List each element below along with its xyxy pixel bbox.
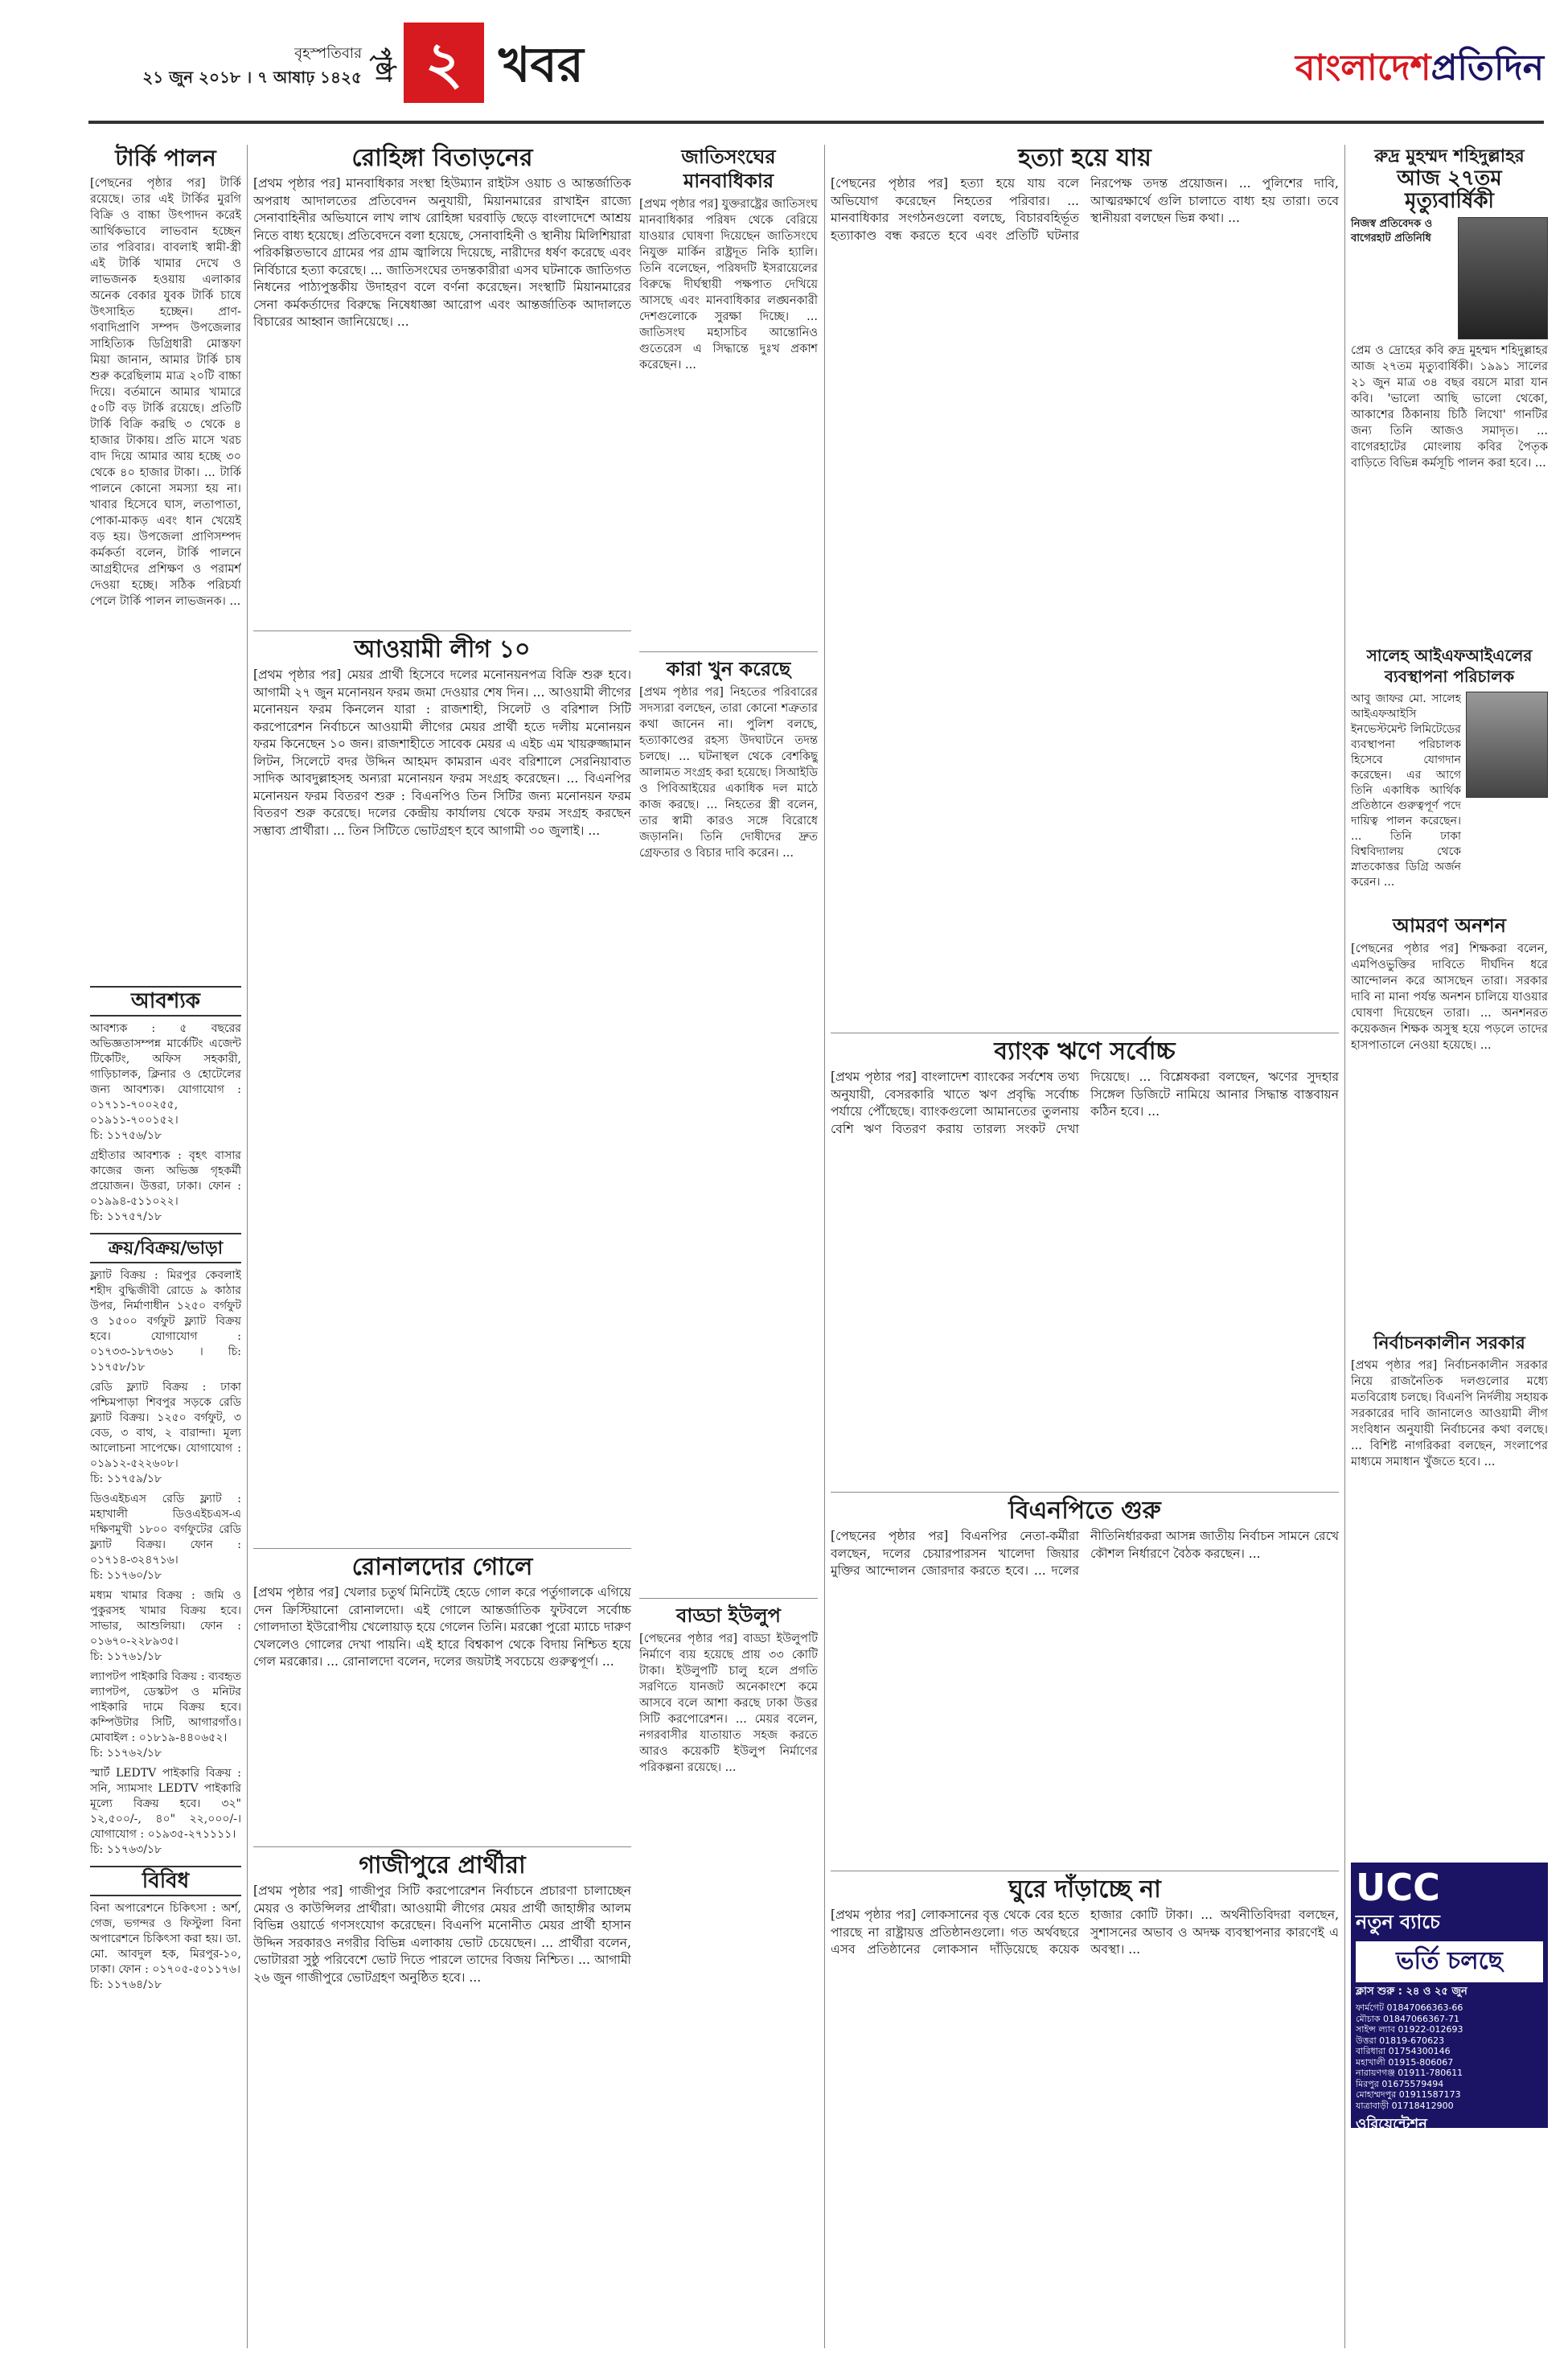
article-divider: [253, 630, 631, 631]
classified-item: স্মার্ট LEDTV পাইকারি বিক্রয় : সনি, স্যামসাং LEDTV পাইকারি মূল্যে বিক্রয় হবে। ৩২" ১২,৫০০/-, ৪০" ২২,০০০/-। যোগাযোগ : ০১৯৩৫-২৭১১১১। চি: ১১৭৬৩/১৮: [90, 1767, 241, 1856]
column-rule: [247, 145, 248, 2348]
classified-item: আবশ্যক : ৫ বছরের অভিজ্ঞতাসম্পন্ন মার্কেটিং এজেন্ট টিকেটিং, অফিস সহকারী, গাড়িচালক, ক্লিনার ও হোটেলের জন্য আবশ্যক। যোগাযোগ : ০১৭১১-৭০০২৫৫, ০১৯১১-৭০০১৫২। চি: ১১৭৫৬/১৮: [90, 1022, 241, 1142]
classified-item: মধ্যম খামার বিক্রয় : জমি ও পুকুরসহ খামার বিক্রয় হবে। সাভার, আশুলিয়া। ফোন : ০১৬৭০-২২৮৯৩৫। চি: ১১৭৬১/১৮: [90, 1589, 241, 1663]
article-divider: [639, 1598, 818, 1599]
byline: নিজস্ব প্রতিবেদক ও বাগেরহাট প্রতিনিধি: [1351, 218, 1433, 244]
classified-item: ফ্ল্যাট বিক্রয় : মিরপুর কেবলাই শহীদ বুদ্ধিজীবী রোডে ৯ কাঠার উপর, নির্মাণাধীন ১২৫০ বর্গফুট ও ১৫০০ বর্গফুট ফ্ল্যাট বিক্রয় হবে। যোগাযোগ : ০১৭৩৩-১৮৭৩৬১ । চি: ১১৭৫৮/১৮: [90, 1269, 241, 1374]
article-title: [1351, 145, 1548, 212]
article-body: [প্রথম পৃষ্ঠার পর] নির্বাচনকালীন সরকার নিয়ে রাজনৈতিক দলগুলোর মধ্যে মতবিরোধ চলছে। বিএনপি নির্দলীয় সহায়ক সরকারের দাবি জানালেও আওয়ামী লীগ সংবিধান অনুযায়ী নির্বাচনের কথা বলছে। ... বিশিষ্ট নাগরিকরা বলছেন, সংলাপের মাধ্যমে সমাধান খুঁজতে হবে। ...: [1351, 1359, 1548, 1468]
ad-line: ক্লাস শুরু : ২৪ ও ২৫ জুন: [1356, 1986, 1467, 1998]
article-body: প্রেম ও দ্রোহের কবি রুদ্র মুহম্মদ শহিদুল্লাহর আজ ২৭তম মৃত্যুবার্ষিকী। ১৯৯১ সালের ২১ জুন মাত্র ৩৪ বছর বয়সে মারা যান কবি। 'ভালো আছি ভালো থেকো, আকাশের ঠিকানায় চিঠি লিখো' গানটির জন্য তিনি আজও সমাদৃত। ... বাগেরহাটের মোংলায় কবির পৈতৃক বাড়িতে বিভিন্ন কর্মসূচি পালন করা হবে। ...: [1351, 344, 1548, 470]
article-body: [প্রথম পৃষ্ঠার পর] খেলার চতুর্থ মিনিটেই হেডে গোল করে পর্তুগালকে এগিয়ে দেন ক্রিস্টিয়ানো রোনালদো। এই গোলে আন্তর্জাতিক ফুটবলে সর্বোচ্চ গোলদাতা ইউরোপীয় খেলোয়াড় হয়ে গেলেন তিনি। মরক্কো পুরো ম্যাচে দারুণ খেললেও গোলের দেখা পায়নি। এই হারে বিশ্বকাপ থেকে বিদায় নিশ্চিত হয়ে গেল মরক্কোর। ... রোনালদো বলেন, দলের জয়টাই সবচেয়ে গুরুত্বপূর্ণ। ...: [253, 1585, 631, 1669]
article-body: [পেছনের পৃষ্ঠার পর] শিক্ষকরা বলেন, এমপিওভুক্তির দাবিতে দীর্ঘদিন ধরে আন্দোলন করে আসছেন তারা। সরকার দাবি না মানা পর্যন্ত অনশন চালিয়ে যাওয়ার ঘোষণা দিয়েছেন তারা। ... অনশনরত কয়েকজন শিক্ষক অসুস্থ হয়ে পড়লে তাদের হাসপাতালে নেওয়া হয়েছে। ...: [1351, 943, 1548, 1052]
article-title: ঘুরে দাঁড়াচ্ছে না: [1008, 1875, 1161, 1904]
article-body: [পেছনের পৃষ্ঠার পর] বাড্ডা ইউলুপটি নির্মাণে ব্যয় হয়েছে প্রায় ৩৩ কোটি টাকা। ইউলুপটি চালু হলে প্রগতি সরণিতে যানজট অনেকাংশে কমে আসবে বলে আশা করছে ঢাকা উত্তর সিটি করপোরেশন। ... মেয়র বলেন, নগরবাসীর যাতায়াত সহজ করতে আরও কয়েকটি ইউলুপ নির্মাণের পরিকল্পনা রয়েছে। ...: [639, 1633, 818, 1774]
article-body: [প্রথম পৃষ্ঠার পর] লোকসানের বৃত্ত থেকে বের হতে পারছে না রাষ্ট্রায়ত্ত প্রতিষ্ঠানগুলো। গত অর্থবছরে এসব প্রতিষ্ঠানের লোকসান দাঁড়িয়েছে কয়েক হাজার কোটি টাকা। ... অর্থনীতিবিদরা বলছেন, সুশাসনের অভাব ও অদক্ষ ব্যবস্থাপনার কারণেই এ অবস্থা। ...: [831, 1908, 1339, 1957]
column-three: [639, 145, 818, 2348]
classified-item: ডিওএইচএস রেডি ফ্ল্যাট : মহাখালী ডিওএইচএস-এ দক্ষিণমুখী ১৮০০ বর্গফুটের রেডি ফ্ল্যাট বিক্রয়। ফোন : ০১৭১৪-৩২৪৭১৬। চি: ১১৭৬০/১৮: [90, 1493, 241, 1582]
article-title: কারা খুন করেছে: [666, 657, 791, 680]
ucc-advertisement[interactable]: [1351, 1863, 1548, 2150]
article-title: বাড্ডা ইউলুপ: [676, 1604, 781, 1627]
ad-footer: ২৯ জুন শুক্রবার দুপুর ২:৩০টা: [1356, 2138, 1472, 2150]
article-body: [প্রথম পৃষ্ঠার পর] গাজীপুর সিটি করপোরেশন নির্বাচনে প্রচারণা চালাচ্ছেন মেয়র ও কাউন্সিলর প্রার্থীরা। আওয়ামী লীগের মেয়র প্রার্থী জাহাঙ্গীর আলম বিভিন্ন ওয়ার্ডে গণসংযোগ করেছেন। বিএনপি মনোনীত মেয়র প্রার্থী হাসান উদ্দিন সরকারও নগরীর বিভিন্ন এলাকায় ভোট চেয়েছেন। ... প্রার্থীরা বলেন, ভোটাররা সুষ্ঠু পরিবেশে ভোট দিতে পারলে তাদের বিজয় নিশ্চিত। ... আগামী ২৬ জুন গাজীপুরে ভোটগ্রহণ অনুষ্ঠিত হবে। ...: [253, 1883, 631, 1985]
article-body: [পেছনের পৃষ্ঠার পর] বিএনপির নেতা-কর্মীরা বলছেন, দলের চেয়ারপারসন খালেদা জিয়ার মুক্তির আন্দোলন জোরদার করতে হবে। ... দলের নীতিনির্ধারকরা আসন্ন জাতীয় নির্বাচন সামনে রেখে কৌশল নির্ধারণে বৈঠক করছেন। ...: [831, 1529, 1339, 1578]
article-divider: [253, 1846, 631, 1847]
article-title-line: রুদ্র মুহম্মদ শহিদুল্লাহর: [1374, 146, 1525, 166]
classified-heading: ক্রয়/বিক্রয়/ভাড়া: [90, 1233, 241, 1263]
classified-item: ল্যাপটপ পাইকারি বিক্রয় : ব্যবহৃত ল্যাপটপ, ডেস্কটপ ও মনিটর পাইকারি দামে বিক্রয় হবে। কম্পিউটার সিটি, আগারগাঁও। মোবাইল : ০১৮১৯-৪৪০৬৫২। চি: ১১৭৬২/১৮: [90, 1670, 241, 1760]
ad-branches: ফার্মগেট 01847066363-66 মৌচাক 01847066367-71 সাইন্স ল্যাব 01922-012693 উত্তরা 01819-670623 বারিধারা 01754300146 মহাখালী 01915-806067 নারায়ণগঞ্জ 01911-780611 মিরপুর 01675579494 মোহাম্মদপুর 01911587173 যাত্রাবাড়ী 01718412900: [1356, 2002, 1463, 2111]
article-body: [পেছনের পৃষ্ঠার পর] হত্যা হয়ে যায় বলে অভিযোগ করেছেন নিহতের পরিবার। ... মানবাধিকার সংগঠনগুলো বলছে, বিচারবহির্ভূত হত্যাকাণ্ড বন্ধ করতে হবে এবং প্রতিটি ঘটনার নিরপেক্ষ তদন্ত প্রয়োজন। ... পুলিশের দাবি, আত্মরক্ষার্থে গুলি চালাতে বাধ্য হয় তারা। তবে স্থানীয়রা বলছেন ভিন্ন কথা। ...: [831, 176, 1339, 243]
article-title-line: আজ ২৭তম মৃত্যুবার্ষিকী: [1397, 166, 1502, 213]
article-divider: [253, 1548, 631, 1549]
ad-brand: UCC: [1356, 1866, 1440, 1909]
section-title: খবর: [499, 37, 584, 93]
classified-item: রেডি ফ্ল্যাট বিক্রয় : ঢাকা পশ্চিমপাড়া শিবপুর সড়কে রেডি ফ্ল্যাট বিক্রয়। ১২৫০ বর্গফুট, ৩ বেড, ৩ বাথ, ২ বারান্দা। মূল্য আলোচনা সাপেক্ষে। যোগাযোগ : ০১৯১২-৫২২৬০৮। চি: ১১৭৫৯/১৮: [90, 1381, 241, 1485]
article-title: রোনালদোর গোলে: [351, 1553, 533, 1581]
executive-photo: [1466, 692, 1548, 798]
column-four: [831, 145, 1339, 2348]
article-divider: [639, 651, 818, 652]
classified-heading: বিবিধ: [90, 1866, 241, 1896]
article-body: [প্রথম পৃষ্ঠার পর] বাংলাদেশ ব্যাংকের সর্বশেষ তথ্য অনুযায়ী, বেসরকারি খাতে ঋণ প্রবৃদ্ধি সর্বোচ্চ পর্যায়ে পৌঁছেছে। ব্যাংকগুলো আমানতের তুলনায় বেশি ঋণ বিতরণ করায় তারল্য সংকট দেখা দিয়েছে। ... বিশ্লেষকরা বলছেন, ঋণের সুদহার সিঙ্গেল ডিজিটে নামিয়ে আনার সিদ্ধান্ত বাস্তবায়ন কঠিন হবে। ...: [831, 1070, 1339, 1136]
article-body: [পেছনের পৃষ্ঠার পর] টার্কি রয়েছে। তার এই টার্কির মুরগি বিক্রি ও বাচ্চা উৎপাদন করেই আর্থিকভাবে লাভবান হচ্ছেন তার পরিবার। বাবলাই স্বামী-স্ত্রী এই টার্কি খামার দেখে ও লাভজনক হওয়ায় এলাকার অনেক বেকার যুবক টার্কি চাষে উৎসাহিত হচ্ছেন। প্রাণ-গবাদিপ্রাণি সম্পদ উপজেলার সাহিত্যিক ডিগ্রিধারী মোস্তফা মিয়া জানান, আমার টার্কি চাষ শুরু করেছিলাম মাত্র ২০টি বাচ্চা দিয়ে। বর্তমানে আমার খামারে ৫০টি বড় টার্কি রয়েছে। প্রতিটি টার্কি বিক্রি করছি ৩ থেকে ৪ হাজার টাকায়। প্রতি মাসে খরচ বাদ দিয়ে আমার আয় হচ্ছে ৩০ থেকে ৪০ হাজার টাকা। ... টার্কি পালনে কোনো সমস্যা হয় না। খাবার হিসেবে ঘাস, লতাপাতা, পোকা-মাকড় এবং ধান খেয়েই বড় হয়। উপজেলা প্রাণিসম্পদ কর্মকর্তা বলেন, টার্কি পালনে আগ্রহীদের প্রশিক্ষণ ও পরামর্শ দেওয়া হচ্ছে। সঠিক পরিচর্যা পেলে টার্কি পালন লাভজনক। ...: [90, 177, 241, 608]
page-number-box: [404, 23, 484, 103]
column-right: [1351, 145, 1548, 2348]
masthead-date: ২১ জুন ২০১৮ । ৭ আষাঢ় ১৪২৫: [142, 68, 362, 87]
classified-item: গ্রহীতার আবশ্যক : বৃহৎ বাসার কাজের জন্য অভিজ্ঞ গৃহকর্মী প্রয়োজন। উত্তরা, ঢাকা। ফোন : ০১৯৯৪-৫১১০২২। চি: ১১৭৫৭/১৮: [90, 1149, 241, 1223]
ad-footer: ওরিয়েন্টেশন: [1356, 2116, 1427, 2133]
article-title: আমরণ অনশন: [1392, 914, 1507, 937]
column-rule: [1344, 145, 1345, 2348]
masthead: [0, 0, 1568, 137]
masthead-rule: [88, 121, 1544, 124]
article-body: [প্রথম পৃষ্ঠার পর] যুক্তরাষ্ট্রের জাতিসংঘ মানবাধিকার পরিষদ থেকে বেরিয়ে যাওয়ার ঘোষণা দিয়েছেন জাতিসংঘে নিযুক্ত মার্কিন রাষ্ট্রদূত নিকি হ্যালি। তিনি বলেছেন, পরিষদটি ইসরায়েলের বিরুদ্ধে দীর্ঘস্থায়ী পক্ষপাত দেখিয়ে আসছে এবং মানবাধিকার লঙ্ঘনকারী দেশগুলোকে সুরক্ষা দিচ্ছে। ... জাতিসংঘ মহাসচিব আন্তোনিও গুতেরেস এ সিদ্ধান্তে দুঃখ প্রকাশ করেছেন। ...: [639, 198, 818, 372]
masthead-day: বৃহস্পতিবার: [294, 45, 362, 62]
article-body: [প্রথম পৃষ্ঠার পর] মেয়র প্রার্থী হিসেবে দলের মনোনয়নপত্র বিক্রি শুরু হবে। আগামী ২৭ জুন মনোনয়ন ফরম জমা দেওয়ার শেষ দিন। ... আওয়ামী লীগের মনোনয়ন ফরম কিনলেন যারা : রাজশাহী, সিলেট ও বরিশাল সিটি করপোরেশন নির্বাচনে আওয়ামী লীগের মেয়র প্রার্থী হতে দলীয় মনোনয়ন ফরম কিনেছেন ১০ জন। রাজশাহীতে সাবেক মেয়র এ এইচ এম খায়রুজ্জামান লিটন, সিলেটে বদর উদ্দিন আহমদ কামরান এবং বরিশালে সেরনিয়াবাত সাদিক আবদুল্লাহসহ অন্যরা মনোনয়ন ফরম সংগ্রহ করেছেন। ... বিএনপির মনোনয়ন ফরম বিতরণ শুরু : বিএনপিও তিন সিটির জন্য মনোনয়ন ফরম বিতরণ শুরু করেছে। দলের কেন্দ্রীয় কার্যালয় থেকে ফরম সংগ্রহ করছেন সম্ভাব্য প্রার্থীরা। ... তিন সিটিতে ভোটগ্রহণ হবে আগামী ৩০ জুলাই। ...: [253, 667, 631, 838]
logo-part2: প্রতিদিন: [1430, 47, 1544, 88]
column-rule: [824, 145, 825, 2348]
article-title: বিএনপিতে গুরু: [1008, 1497, 1161, 1525]
article-title: আওয়ামী লীগ ১০: [354, 635, 531, 663]
article-divider: [831, 1492, 1339, 1493]
column-two: [253, 145, 631, 2348]
page-label: পৃষ্ঠা: [371, 47, 395, 82]
masthead-logo: [1190, 36, 1544, 101]
poet-photo: [1458, 217, 1548, 339]
article-title: রোহিঙ্গা বিতাড়নের: [351, 144, 533, 172]
article-title: হত্যা হয়ে যায়: [1018, 144, 1151, 172]
article-title: জাতিসংঘের মানবাধিকার: [681, 145, 776, 192]
page-number: ২: [425, 28, 463, 97]
logo-part1: বাংলাদেশ: [1295, 47, 1431, 88]
ad-line: ভর্তি চলছে: [1356, 1941, 1543, 1982]
classified-item: বিনা অপারেশনে চিকিৎসা : অর্শ, গেজ, ভগন্দর ও ফিস্টুলা বিনা অপারেশনে চিকিৎসা করা হয়। ডা. মো. আবদুল হক, মিরপুর-১০, ঢাকা। ফোন : ০১৭০৫-৫০১১৭৬। চি: ১১৭৬৪/১৮: [90, 1902, 241, 1991]
article-title: ব্যাংক ঋণে সর্বোচ্চ: [994, 1037, 1176, 1066]
article-title: গাজীপুরে প্রার্থীরা: [359, 1851, 526, 1879]
article-body: [প্রথম পৃষ্ঠার পর] নিহতের পরিবারের সদস্যরা বলছেন, তারা কোনো শত্রুতার কথা জানেন না। পুলিশ বলছে, হত্যাকাণ্ডের রহস্য উদঘাটনে তদন্ত চলছে। ... ঘটনাস্থল থেকে বেশকিছু আলামত সংগ্রহ করা হয়েছে। সিআইডি ও পিবিআইয়ের একাধিক দল মাঠে কাজ করছে। ... নিহতের স্ত্রী বলেন, তার স্বামী কারও সঙ্গে বিরোধে জড়াননি। তিনি দোষীদের দ্রুত গ্রেফতার ও বিচার দাবি করেন। ...: [639, 686, 818, 860]
classified-heading: আবশ্যক: [90, 986, 241, 1017]
article-title: নির্বাচনকালীন সরকার: [1373, 1333, 1525, 1353]
ad-line: নতুন ব্যাচে: [1356, 1911, 1440, 1933]
article-title: সালেহ আইএফআইএলের ব্যবস্থাপনা পরিচালক: [1366, 646, 1533, 686]
article-title: টার্কি পালন: [115, 145, 216, 171]
article-body: [প্রথম পৃষ্ঠার পর] মানবাধিকার সংস্থা হিউম্যান রাইটস ওয়াচ ও আন্তর্জাতিক অপরাধ আদালতের প্রতিবেদন অনুযায়ী, মিয়ানমারের রাখাইন রাজ্যে সেনাবাহিনীর অভিযানে লাখ লাখ রোহিঙ্গা ঘরবাড়ি ছেড়ে বাংলাদেশে আশ্রয় নিতে বাধ্য হয়েছে। প্রতিবেদনে বলা হয়েছে, সেনাবাহিনী ও স্থানীয় মিলিশিয়ারা পরিকল্পিতভাবে গ্রামের পর গ্রাম জ্বালিয়ে দিয়েছে, নারীদের ধর্ষণ করেছে এবং নির্বিচারে হত্যা করেছে। ... জাতিসংঘের তদন্তকারীরা এসব ঘটনাকে জাতিগত নিধনের পাঠ্যপুস্তকীয় উদাহরণ বলে বর্ণনা করেছেন। সংস্থাটি মিয়ানমারের সেনা কর্মকর্তাদের বিরুদ্ধে নিষেধাজ্ঞা আরোপ এবং আন্তর্জাতিক আদালতে বিচারের আহ্বান জানিয়েছে। ...: [253, 176, 631, 329]
article-body: আবু জাফর মো. সালেহ আইএফআইসি ইনভেস্টমেন্ট লিমিটেডের ব্যবস্থাপনা পরিচালক হিসেবে যোগদান করেছেন। এর আগে তিনি একাধিক আর্থিক প্রতিষ্ঠানে গুরুত্বপূর্ণ পদে দায়িত্ব পালন করেছেন। ... তিনি ঢাকা বিশ্ববিদ্যালয় থেকে স্নাতকোত্তর ডিগ্রি অর্জন করেন। ...: [1351, 692, 1461, 889]
column-left: [90, 145, 241, 2348]
